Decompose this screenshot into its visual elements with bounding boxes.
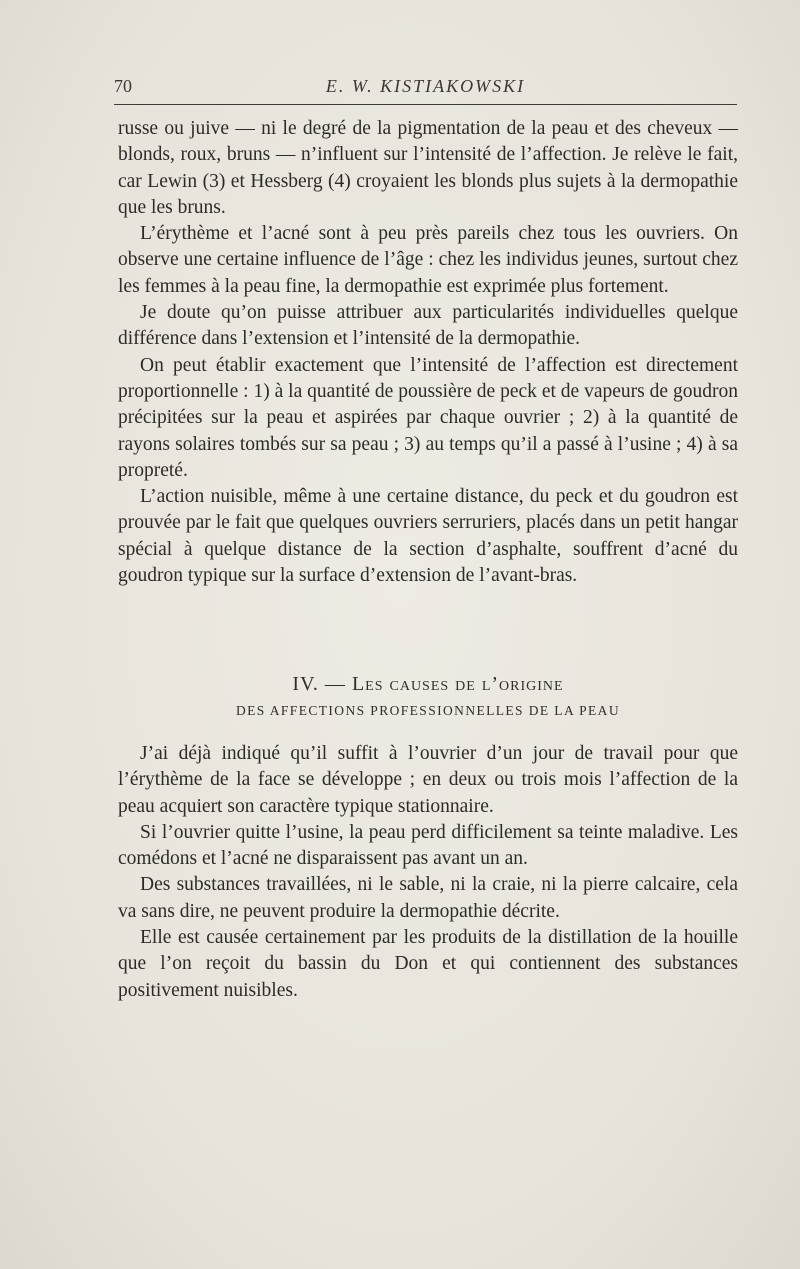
paragraph: Je doute qu’on puisse attribuer aux particularités individuelles quelque différence dans l’extension et l’intensité de la dermopathie. [118,302,738,350]
section-heading-line-1 [118,671,738,697]
section-numeral: IV. — [292,673,346,695]
running-head: E. W. KISTIAKOWSKI [325,76,526,96]
section-heading [118,671,738,721]
page-header [114,76,737,98]
paragraph: L’action nuisible, même à une certaine distance, du peck et du goudron est prouvée par le fait que quelques ouvriers serruriers, placés dans un petit hangar spécial à quelque distance de la section d’asphalte, souffrent d’acné du goudron typique sur la surface d’extension de l’avant-bras. [118,486,738,587]
paragraph: Des substances travaillées, ni le sable, ni la craie, ni la pierre calcaire, cela va sans dire, ne peuvent produire la dermopathie décrite. [118,874,738,922]
body-text-before-section [118,116,738,589]
paragraph: On peut établir exactement que l’intensité de l’affection est directement proportionnelle : 1) à la quantité de poussière de peck et de vapeurs de goudron précipitées sur la peau et aspirées par chaque ouvrier ; 2) à la quantité de rayons solaires tombés sur sa peau ; 3) au temps qu’il a passé à l’usine ; 4) à sa propreté. [118,354,738,481]
body-text-after-section [118,741,738,1004]
paragraph: russe ou juive — ni le degré de la pigmentation de la peau et des cheveux — blonds, roux, bruns — n’influent sur l’intensité de l’affection. Je relève le fait, car Lewin (3) et Hessberg (4) croyaient les blonds plus sujets à la dermopathie que les bruns. [118,118,738,218]
page-number: 70 [114,76,132,96]
paragraph: Si l’ouvrier quitte l’usine, la peau perd difficilement sa teinte maladive. Les comédons et l’acné ne disparaissent pas avant un an. [118,821,738,870]
header-rule [114,104,737,105]
section-title-line-2: DES AFFECTIONS PROFESSIONNELLES DE LA PEAU [236,703,620,718]
paragraph: L’érythème et l’acné sont à peu près pareils chez tous les ouvriers. On observe une certaine influence de l’âge : chez les individus jeunes, surtout chez les femmes à la peau fine, la dermopathie est exprimée plus fortement. [118,223,738,297]
paragraph: Elle est causée certainement par les produits de la distillation de la houille que l’on reçoit du bassin du Don et qui contiennent des substances positivement nuisibles. [118,927,738,1001]
paragraph: J’ai déjà indiqué qu’il suffit à l’ouvrier d’un jour de travail pour que l’érythème de la face se développe ; en deux ou trois mois l’affection de la peau acquiert son caractère typique stationnaire. [118,743,738,817]
section-title-line-1: Les causes de l’origine [351,673,564,695]
